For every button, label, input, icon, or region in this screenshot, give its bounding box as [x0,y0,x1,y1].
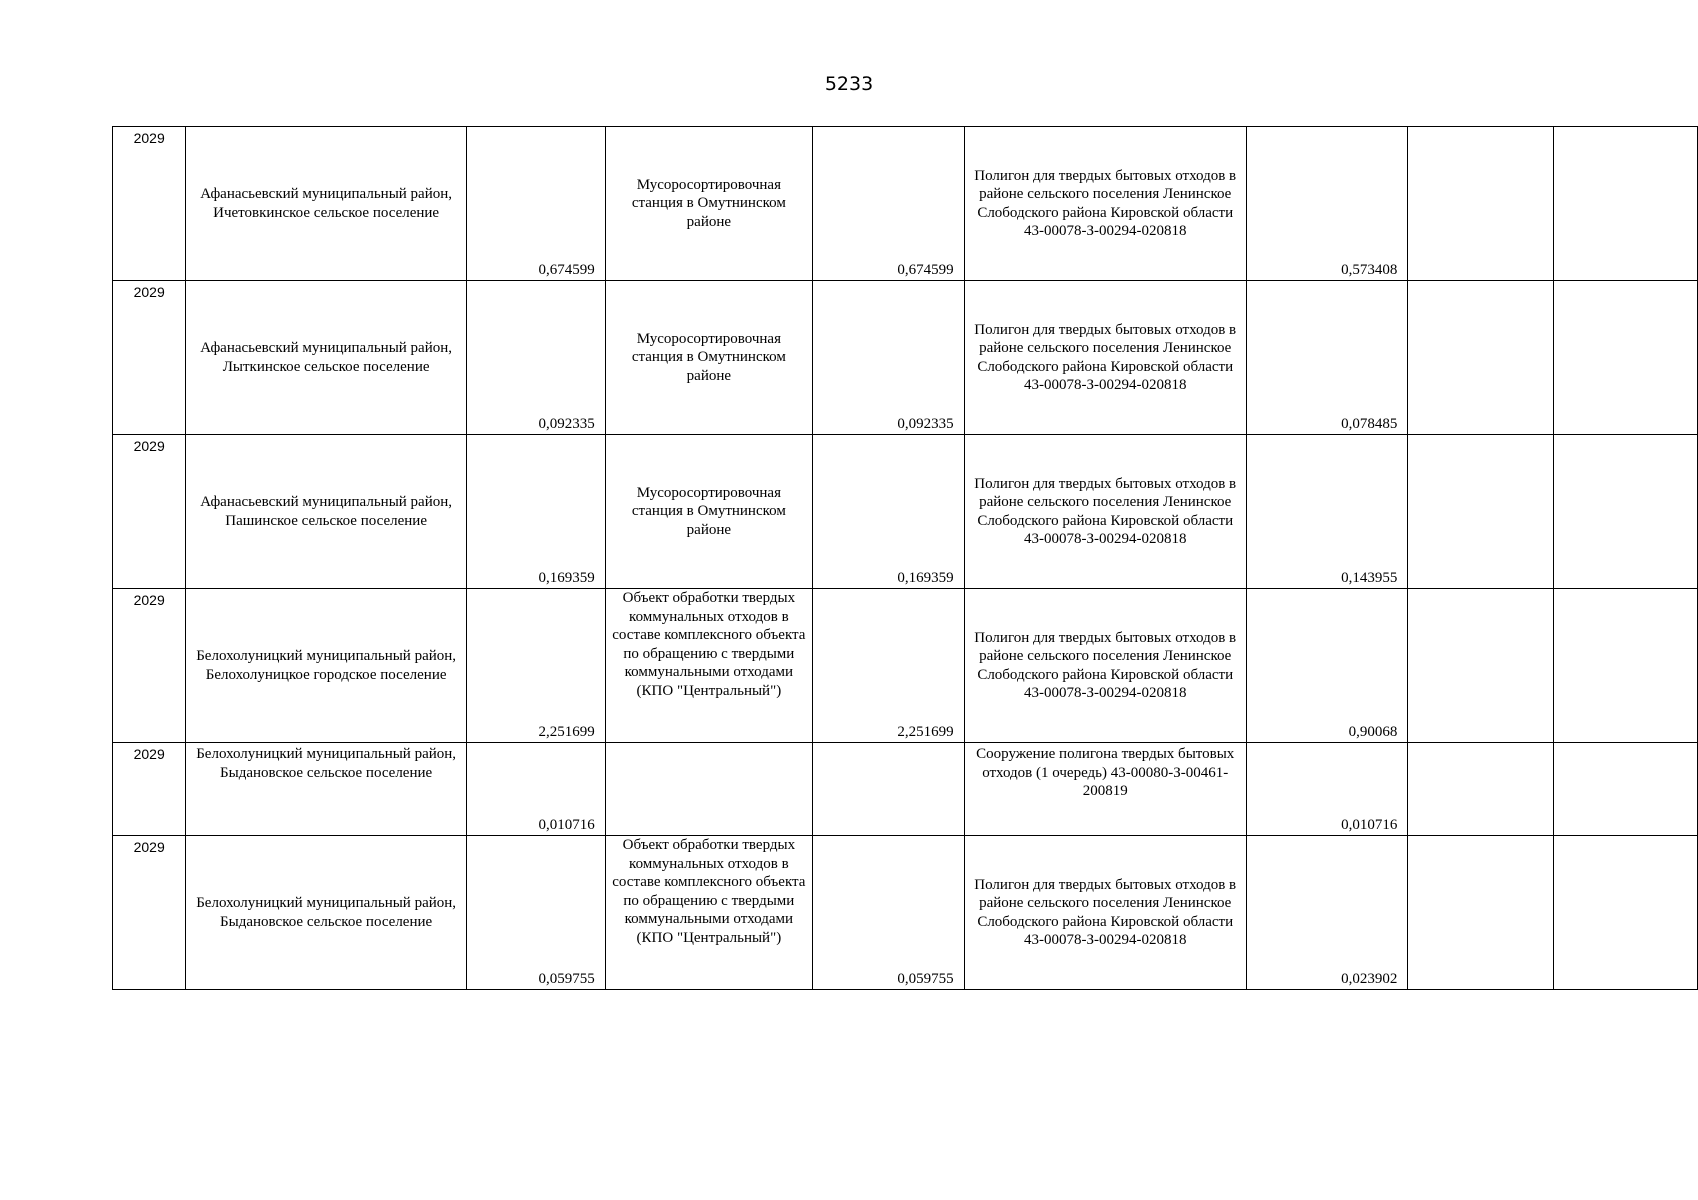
table-row [113,836,1698,990]
volume-disposed-cell [1246,743,1408,836]
volume-disposed-value: 0,023902 [1341,970,1398,987]
processing-facility-cell: Объект обработки твердых коммунальных отходов в составе комплексного объекта по обращению с твердыми коммунальными отходами (КПО "Центральный") [605,589,812,743]
processing-facility-cell: Объект обработки твердых коммунальных отходов в составе комплексного объекта по обращению с твердыми коммунальными отходами (КПО "Центральный") [605,836,812,990]
volume-total-value: 0,674599 [538,261,595,278]
municipality-cell: Афанасьевский муниципальный район, Ичетовкинское сельское поселение [186,127,467,281]
waste-flow-table [112,126,1698,990]
empty-cell-8 [1408,435,1554,589]
processing-facility-cell: Мусоросортировочная станция в Омутнинском районе [605,127,812,281]
table-row [113,435,1698,589]
volume-total-cell [466,743,605,836]
table-row [113,281,1698,435]
volume-disposed-cell [1246,836,1408,990]
disposal-facility-cell: Сооружение полигона твердых бытовых отходов (1 очередь) 43-00080-З-00461-200819 [964,743,1246,836]
table-row [113,743,1698,836]
volume-processed-value: 2,251699 [897,723,954,740]
volume-processed-cell [812,589,964,743]
volume-processed-value: 0,674599 [897,261,954,278]
year-cell: 2029 [113,836,186,990]
municipality-cell: Афанасьевский муниципальный район, Пашинское сельское поселение [186,435,467,589]
volume-disposed-cell [1246,435,1408,589]
volume-processed-cell [812,281,964,435]
processing-facility-cell: Мусоросортировочная станция в Омутнинском районе [605,281,812,435]
empty-cell-9 [1554,127,1698,281]
table-row [113,589,1698,743]
volume-total-value: 0,092335 [538,415,595,432]
municipality-cell: Белохолуницкий муниципальный район, Быдановское сельское поселение [186,836,467,990]
processing-facility-cell [605,743,812,836]
volume-disposed-value: 0,143955 [1341,569,1398,586]
volume-processed-cell [812,836,964,990]
empty-cell-9 [1554,435,1698,589]
volume-disposed-value: 0,078485 [1341,415,1398,432]
empty-cell-8 [1408,127,1554,281]
empty-cell-9 [1554,836,1698,990]
disposal-facility-cell: Полигон для твердых бытовых отходов в районе сельского поселения Ленинское Слободского района Кировской области 43-00078-З-00294-020818 [964,836,1246,990]
volume-processed-value: 0,059755 [897,970,954,987]
disposal-facility-cell: Полигон для твердых бытовых отходов в районе сельского поселения Ленинское Слободского района Кировской области 43-00078-З-00294-020818 [964,281,1246,435]
volume-processed-value: 0,092335 [897,415,954,432]
disposal-facility-cell: Полигон для твердых бытовых отходов в районе сельского поселения Ленинское Слободского района Кировской области 43-00078-З-00294-020818 [964,127,1246,281]
table-row [113,127,1698,281]
volume-disposed-value: 0,010716 [1341,816,1398,833]
volume-total-cell [466,836,605,990]
empty-cell-8 [1408,281,1554,435]
volume-total-cell [466,127,605,281]
volume-disposed-value: 0,573408 [1341,261,1398,278]
empty-cell-8 [1408,836,1554,990]
volume-total-value: 0,010716 [538,816,595,833]
volume-processed-cell [812,435,964,589]
municipality-cell: Афанасьевский муниципальный район, Лыткинское сельское поселение [186,281,467,435]
empty-cell-9 [1554,281,1698,435]
volume-disposed-value: 0,90068 [1348,723,1398,740]
volume-total-value: 2,251699 [538,723,595,740]
volume-total-cell [466,435,605,589]
year-cell: 2029 [113,743,186,836]
processing-facility-cell: Мусоросортировочная станция в Омутнинском районе [605,435,812,589]
empty-cell-8 [1408,743,1554,836]
empty-cell-8 [1408,589,1554,743]
disposal-facility-cell: Полигон для твердых бытовых отходов в районе сельского поселения Ленинское Слободского района Кировской области 43-00078-З-00294-020818 [964,589,1246,743]
volume-processed-value: 0,169359 [897,569,954,586]
year-cell: 2029 [113,435,186,589]
year-cell: 2029 [113,127,186,281]
empty-cell-9 [1554,589,1698,743]
volume-disposed-cell [1246,589,1408,743]
volume-total-cell [466,589,605,743]
volume-processed-cell [812,127,964,281]
volume-disposed-cell [1246,281,1408,435]
year-cell: 2029 [113,589,186,743]
page-number: 5233 [824,73,874,95]
year-cell: 2029 [113,281,186,435]
empty-cell-9 [1554,743,1698,836]
disposal-facility-cell: Полигон для твердых бытовых отходов в районе сельского поселения Ленинское Слободского района Кировской области 43-00078-З-00294-020818 [964,435,1246,589]
volume-disposed-cell [1246,127,1408,281]
municipality-cell: Белохолуницкий муниципальный район, Быдановское сельское поселение [186,743,467,836]
municipality-cell: Белохолуницкий муниципальный район, Белохолуницкое городское поселение [186,589,467,743]
volume-total-cell [466,281,605,435]
volume-total-value: 0,059755 [538,970,595,987]
volume-total-value: 0,169359 [538,569,595,586]
volume-processed-cell [812,743,964,836]
